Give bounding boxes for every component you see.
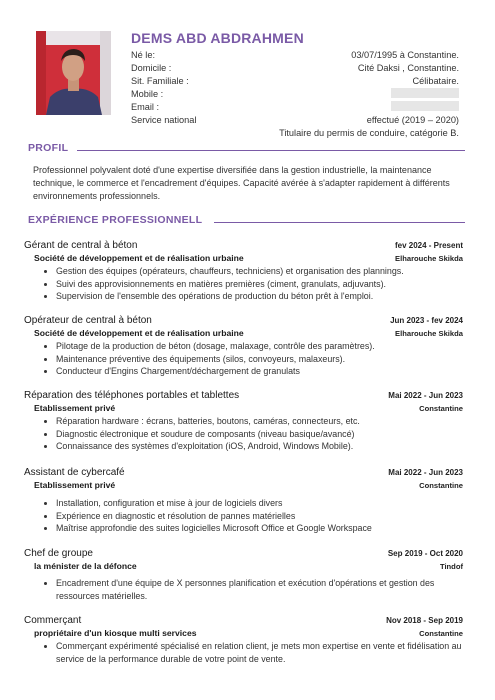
job-date: Jun 2023 - fev 2024	[390, 316, 463, 325]
info-value: Cité Daksi , Constantine.	[357, 63, 459, 73]
bullet-item: • Suivi des approvisionnements en matières premières (ciment, granulats, adjuvants).	[56, 278, 463, 291]
profile-photo	[36, 31, 111, 115]
job-title: Chef de groupe	[24, 548, 93, 559]
bullet-item: • Expérience en diagnostic et résolution de pannes matérielles	[56, 510, 463, 523]
job-date: Mai 2022 - Jun 2023	[388, 391, 463, 400]
job-company: Etablissement privé	[34, 480, 116, 490]
job-company: propriétaire d'un kiosque multi services	[34, 628, 197, 638]
info-label: Email :	[131, 102, 160, 112]
job-company: Etablissement privé	[34, 403, 116, 413]
profile-text: Professionnel polyvalent doté d'une expertise diversifiée dans la gestion industrielle, la maintenance technique, le commerce et l'encadrement d'équipes. Capacité avérée à s'adapter rapidement à différents environnements professionnels.	[33, 165, 450, 201]
job-company: Société de développement et de réalisation urbaine	[34, 328, 244, 338]
job-bullets	[24, 640, 463, 665]
bullet-item: • Installation, configuration et mise à jour de logiciels divers	[56, 497, 463, 510]
job-location: Elharouche Skikda	[395, 329, 463, 338]
experience-section-title: EXPÉRIENCE PROFESSIONNELL	[28, 214, 203, 226]
bullet-item: • Gestion des équipes (opérateurs, chauffeurs, techniciens) et organisation des plannings.	[56, 265, 463, 278]
info-value: effectué (2019 – 2020)	[366, 115, 459, 125]
job-location: Constantine	[419, 481, 463, 490]
bullet-item: • Encadrement d'une équipe de X personnes planification et exécution d'opérations et gestion des ressources matérielles.	[56, 577, 463, 602]
job-location: Tindof	[439, 562, 463, 571]
redacted-email	[391, 101, 459, 111]
bullet-item: • Pilotage de la production de béton (dosage, malaxage, contrôle des paramètres).	[56, 340, 463, 353]
info-label: Né le:	[131, 50, 156, 60]
job-bullets	[24, 415, 463, 453]
job-entry	[24, 315, 463, 378]
info-label: Sit. Familiale :	[131, 76, 189, 86]
info-row-address	[131, 62, 459, 75]
bullet-item: • Supervision de l'ensemble des opérations de production du béton prêt à l'emploi.	[56, 290, 463, 303]
info-row-service	[131, 114, 459, 127]
job-entry	[24, 615, 463, 665]
bullet-item: • Maîtrise approfondie des suites logicielles Microsoft Office et Google Workspace	[56, 522, 463, 535]
job-bullets	[24, 497, 463, 535]
profile-divider	[77, 150, 465, 151]
job-title: Gérant de central à béton	[24, 240, 138, 251]
job-entry	[24, 240, 463, 303]
candidate-name: DEMS ABD ABDRAHMEN	[131, 30, 304, 46]
info-value: 03/07/1995 à Constantine.	[351, 50, 459, 60]
job-bullets	[24, 577, 463, 602]
job-entry	[24, 548, 463, 602]
info-row-mobile	[131, 88, 459, 101]
job-location: Constantine	[419, 629, 463, 638]
job-company: la ménister de la défonce	[34, 561, 137, 571]
bullet-item: • Diagnostic électronique et soudure de composants (niveau basique/avancé)	[56, 428, 463, 441]
job-entry	[24, 467, 463, 535]
driving-license: Titulaire du permis de conduire, catégorie B.	[279, 128, 459, 138]
job-bullets	[24, 340, 463, 378]
profile-section-title: PROFIL	[28, 142, 69, 154]
info-label: Service national	[131, 115, 197, 125]
bullet-item: • Connaissance des systèmes d'exploitation (iOS, Android, Windows Mobile).	[56, 440, 463, 453]
job-date: Nov 2018 - Sep 2019	[386, 616, 463, 625]
job-title: Opérateur de central à béton	[24, 315, 152, 326]
info-label: Domicile :	[131, 63, 172, 73]
info-label: Mobile :	[131, 89, 164, 99]
info-row-birth	[131, 49, 459, 62]
job-title: Commerçant	[24, 615, 82, 626]
job-title: Réparation des téléphones portables et tablettes	[24, 390, 240, 401]
info-row-family	[131, 75, 459, 88]
job-location: Constantine	[419, 404, 463, 413]
redacted-mobile	[391, 88, 459, 98]
job-date: Mai 2022 - Jun 2023	[388, 468, 463, 477]
job-title: Assistant de cybercafé	[24, 467, 125, 478]
job-entry	[24, 390, 463, 453]
job-bullets	[24, 265, 463, 303]
job-company: Société de développement et de réalisation urbaine	[34, 253, 244, 263]
personal-info	[131, 49, 459, 140]
experience-divider	[214, 222, 465, 223]
bullet-item: • Conducteur d'Engins Chargement/déchargement de granulats	[56, 365, 463, 378]
bullet-item: • Réparation hardware : écrans, batteries, boutons, caméras, connecteurs, etc.	[56, 415, 463, 428]
bullet-item: • Commerçant expérimenté spécialisé en relation client, je mets mon expertise en vente et fidélisation au service de la performance durable de votre point de vente.	[56, 640, 463, 665]
job-date: Sep 2019 - Oct 2020	[387, 549, 463, 558]
bullet-item: • Maintenance préventive des équipements (silos, convoyeurs, malaxeurs).	[56, 353, 463, 366]
job-location: Elharouche Skikda	[395, 254, 463, 263]
job-date: fev 2024 - Present	[394, 241, 463, 250]
info-row-email	[131, 101, 459, 114]
info-value: Célibataire.	[412, 76, 459, 86]
